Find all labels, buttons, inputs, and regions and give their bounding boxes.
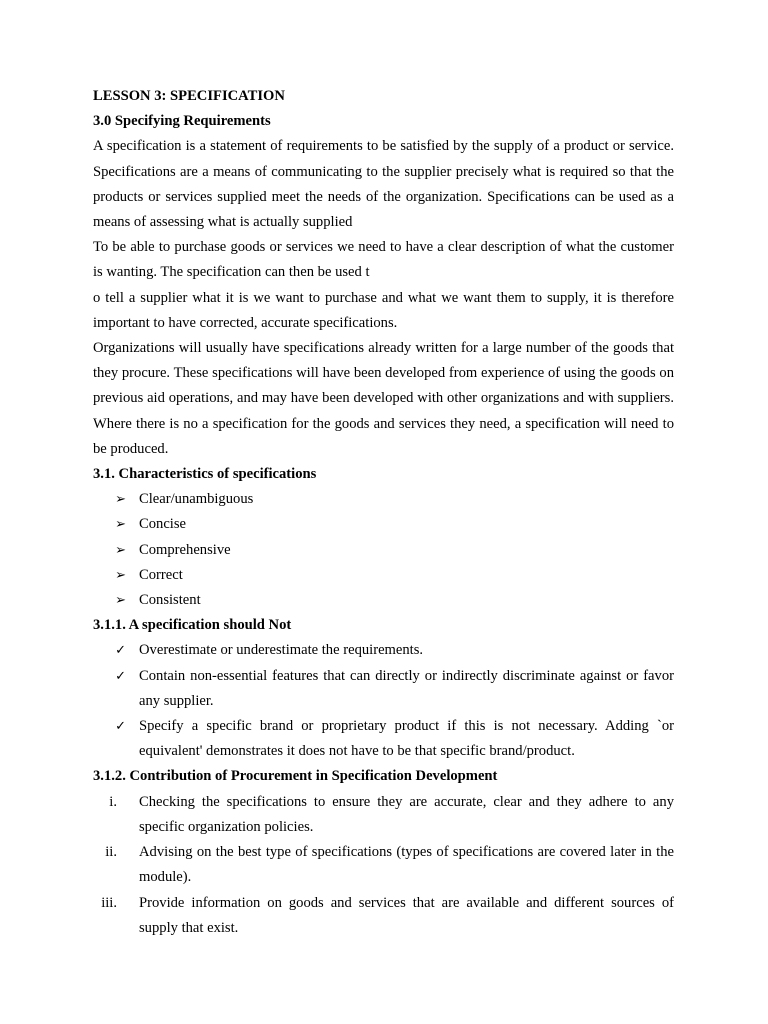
list-item-text: Overestimate or underestimate the requirements.: [139, 642, 424, 659]
list-item: [93, 512, 674, 537]
checkmark-bullet-icon: ✓: [115, 719, 126, 735]
list-number: ii.: [105, 844, 117, 861]
list-item: [93, 538, 674, 563]
list-item-text: Provide information on goods and services that are available and different sources of supply that exist.: [139, 894, 674, 936]
paragraph: To be able to purchase goods or services we need to have a clear description of what the customer is wanting. The specification can then be used t: [93, 239, 674, 281]
list-item-text: Consistent: [139, 592, 201, 609]
list-item: [93, 487, 674, 512]
arrowhead-bullet-icon: ➢: [115, 492, 126, 508]
list-item: [93, 790, 674, 840]
list-item-text: Concise: [139, 516, 187, 533]
list-item: [93, 588, 674, 613]
list-item-text: Contain non-essential features that can directly or indirectly discriminate against or favor any supplier.: [139, 667, 674, 709]
should-not-list: [93, 638, 674, 764]
paragraph: Organizations will usually have specifications already written for a large number of the goods that they procure. These specifications will have been developed from experience of using the goods on previous aid operations, and may have been developed with other organizations and with suppliers. Where there is no a specification for the goods and services they need, a specification will need to be produced.: [93, 340, 674, 457]
list-item-text: Comprehensive: [139, 541, 231, 558]
list-number: iii.: [101, 894, 117, 911]
section-heading-3-1-2: 3.1.2. Contribution of Procurement in Specification Development: [93, 768, 498, 785]
list-item-text: Correct: [139, 566, 183, 583]
paragraph: o tell a supplier what it is we want to purchase and what we want them to supply, it is therefore important to have corrected, accurate specifications.: [93, 289, 674, 331]
list-item: [93, 840, 674, 890]
characteristics-list: [93, 487, 674, 613]
checkmark-bullet-icon: ✓: [115, 643, 126, 659]
list-item-text: Checking the specifications to ensure they are accurate, clear and they adhere to any specific organization policies.: [139, 793, 674, 835]
section-heading-3-0: 3.0 Specifying Requirements: [93, 113, 271, 130]
lesson-title: LESSON 3: SPECIFICATION: [93, 88, 285, 104]
checkmark-bullet-icon: ✓: [115, 668, 126, 684]
list-item-text: Advising on the best type of specifications (types of specifications are covered later in the module).: [139, 844, 674, 886]
list-item: [93, 638, 674, 663]
arrowhead-bullet-icon: ➢: [115, 593, 126, 609]
list-item: [93, 563, 674, 588]
list-item-text: Specify a specific brand or proprietary product if this is not necessary. Adding `or equivalent' demonstrates it does not have to be that specific brand/product.: [139, 718, 674, 760]
arrowhead-bullet-icon: ➢: [115, 517, 126, 533]
procurement-contribution-list: [93, 790, 674, 941]
arrowhead-bullet-icon: ➢: [115, 567, 126, 583]
paragraph: A specification is a statement of requirements to be satisfied by the supply of a product or service. Specifications are a means of communicating to the supplier precisely what is required so that the products or services supplied meet the needs of the organization. Specifications can be used as a means of assessing what is actually supplied: [93, 138, 674, 231]
section-heading-3-1-1: 3.1.1. A specification should Not: [93, 617, 292, 634]
list-item: [93, 664, 674, 714]
list-item-text: Clear/unambiguous: [139, 491, 254, 508]
section-heading-3-1: 3.1. Characteristics of specifications: [93, 466, 317, 483]
list-item: [93, 891, 674, 941]
list-item: [93, 714, 674, 764]
list-number: i.: [109, 793, 117, 810]
document-body: [93, 84, 674, 941]
arrowhead-bullet-icon: ➢: [115, 542, 126, 558]
